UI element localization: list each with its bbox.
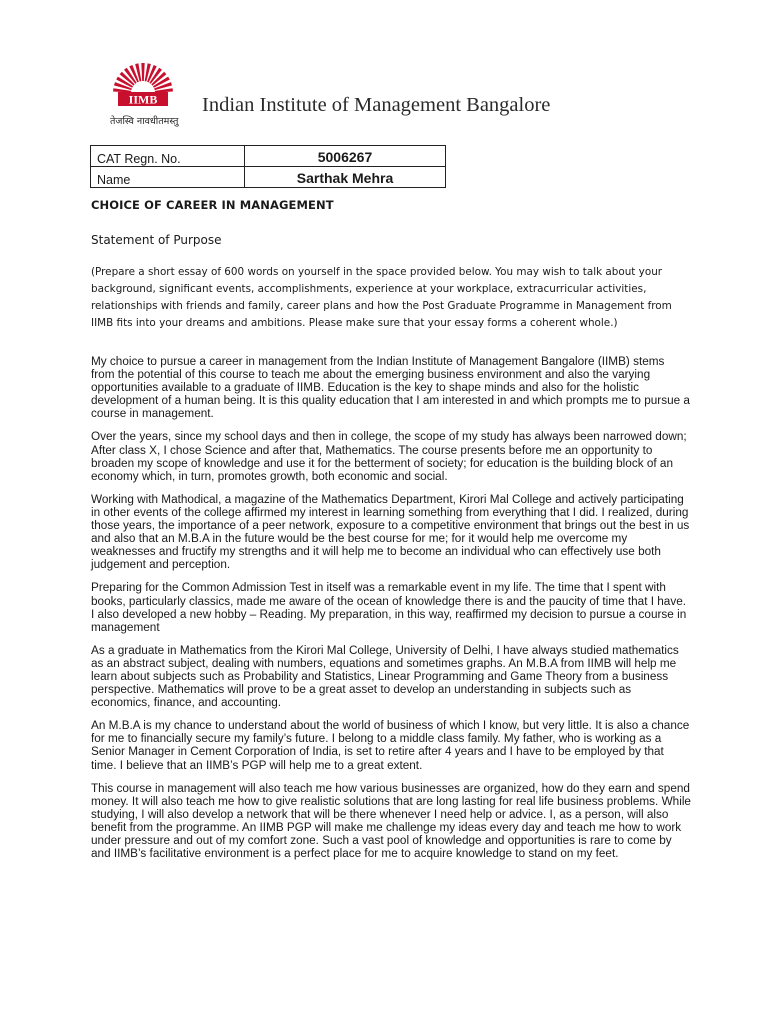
table-row xyxy=(91,167,446,188)
candidate-info-table xyxy=(90,145,446,188)
name-label: Name xyxy=(91,167,245,188)
essay-paragraph: Working with Mathodical, a magazine of the Mathematics Department, Kirori Mal College and actively participating in other events of the college affirmed my interest in learning something from everything that I did. I realized, during those years, the importance of a peer network, exposure to a competitive environment that brings out the best in us and also that an M.B.A in the future would be the best course for me; for it would help me overcome my weaknesses and fructify my strengths and it will help me to become an individual who can effectively use both judgement and perception. xyxy=(91,492,690,572)
name-value: Sarthak Mehra xyxy=(245,167,446,188)
essay-paragraph: As a graduate in Mathematics from the Kirori Mal College, University of Delhi, I have always studied mathematics as an abstract subject, dealing with numbers, equations and sometimes graphs. An M.B.A from IIMB will help me learn about subjects such as Probability and Statistics, Linear Programming and Game Theory from a business perspective. Mathematics will prove to be a great asset to develop an understanding in subjects such as economics, finance, and accounting. xyxy=(91,643,679,710)
cat-regn-label: CAT Regn. No. xyxy=(91,146,245,167)
essay-paragraph: My choice to pursue a career in management from the Indian Institute of Management Bangalore (IIMB) stems from the potential of this course to teach me about the emerging business environment and also the varying opportunities available to a graduate of IIMB. Education is the key to shape minds and also for the holistic development of a human being. It is this quality education that I am interested in and which prompts me to pursue a course in management. xyxy=(91,355,690,421)
section-title: CHOICE OF CAREER IN MANAGEMENT xyxy=(91,198,334,212)
essay-paragraph: This course in management will also teach me how various businesses are organized, how do they earn and spend money. It will also teach me how to give realistic solutions that are long lasting for real life business problems. While studying, I will also develop a network that will be there whenever I need help or advice. I, as a person, will also benefit from the programme. An IIMB PGP will make me challenge my ideas every day and teach me how to work under pressure and out of my comfort zone. Such a vast pool of knowledge and opportunities is rare to come by and IIMB’s facilitative environment is a perfect place for me to acquire knowledge to stand on my feet. xyxy=(91,781,691,861)
essay-paragraph: An M.B.A is my chance to understand about the world of business of which I know, but very little. It is also a chance for me to financially secure my family’s future. I belong to a middle class family. My father, who is working as a Senior Manager in Cement Corporation of India, is set to retire after 4 years and I have to be employed by that time. I believe that an IIMB’s PGP will help me to a great extent. xyxy=(91,719,690,772)
essay-paragraph: Over the years, since my school days and then in college, the scope of my study has always been narrowed down; After class X, I chose Science and after that, Mathematics. The course presents before me an opportunity to broaden my scope of knowledge and use it for the betterment of society; for education is the building block of an economy which, in turn, promotes growth, both economic and social. xyxy=(91,430,687,483)
logo-ray xyxy=(141,63,144,81)
essay-paragraph: Preparing for the Common Admission Test in itself was a remarkable event in my life. The time that I spent with books, particularly classics, made me aware of the ocean of knowledge there is and the paucity of time that I have. I also developed a new hobby – Reading. My preparation, in this way, reaffirmed my decision to pursue a course in management xyxy=(91,581,687,634)
table-row xyxy=(91,146,446,167)
letterhead xyxy=(104,62,564,132)
iimb-logo-icon xyxy=(104,62,200,132)
essay-body xyxy=(91,355,691,870)
logo-text: IIMB xyxy=(128,92,158,107)
instructions-text: (Prepare a short essay of 600 words on yourself in the space provided below. You may wish to talk about your background, significant events, accomplishments, experience at your workplace, extracurricular activities, relationships with friends and family, career plans and how the Post Graduate Programme in Management from IIMB fits into your dreams and ambitions. Please make sure that your essay forms a coherent whole.) xyxy=(91,266,672,329)
institute-name: Indian Institute of Management Bangalore xyxy=(202,94,551,116)
sop-title: Statement of Purpose xyxy=(91,233,222,247)
cat-regn-value: 5006267 xyxy=(245,146,446,167)
logo-motto: तेजस्वि नावधीतमस्तु xyxy=(110,116,179,127)
